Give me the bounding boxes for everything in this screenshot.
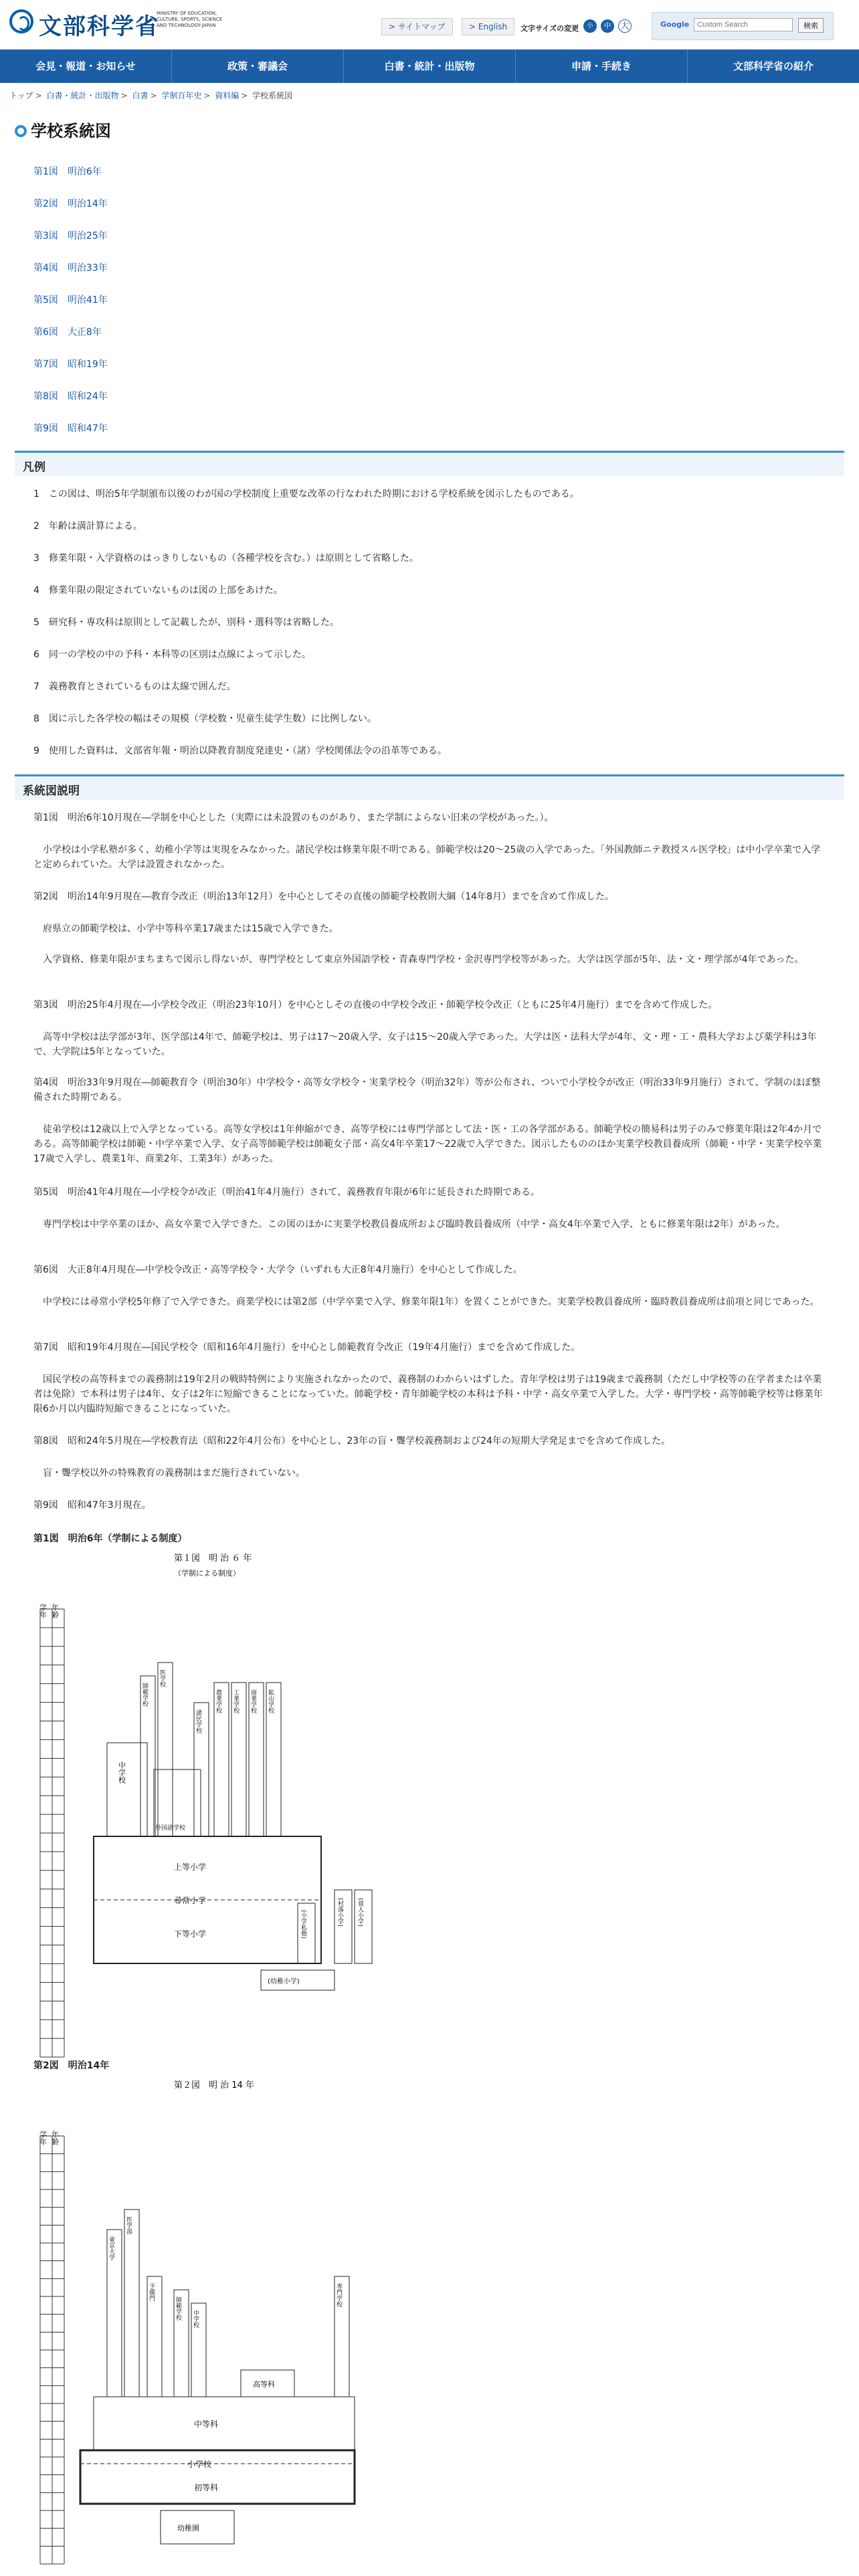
explanation-paragraph: 第8図 昭和24年5月現在―学校教育法（昭和22年4月公布）を中心とし、23年の盲・聾学校義務制および24年の短期大学発足までを含めて作成した。	[33, 1436, 670, 1446]
figure-1-axis-grade: 学年	[38, 1604, 47, 1618]
font-large-button[interactable]: 大	[618, 19, 632, 33]
figure-1-commerce-label: 商業学校	[250, 1689, 256, 1713]
nav-applications[interactable]: 申請・手続き	[516, 49, 688, 83]
figure-2-medical-dept	[124, 2210, 139, 2397]
mext-logo-icon[interactable]	[9, 9, 33, 33]
breadcrumb-history[interactable]: 学制百年史	[161, 91, 202, 100]
global-nav	[0, 49, 859, 83]
legend-item: 2 年齢は満計算による。	[33, 521, 142, 532]
explanation-paragraph: 中学校には尋常小学校5年修了で入学できた。商業学校には第2部（中学卒業で入学、修業年限1年）を置くことができた。実業学校教員養成所・臨時教員養成所は前項と同じであった。	[33, 1297, 820, 1307]
site-logo-text[interactable]: 文部科学省	[39, 13, 159, 40]
figure-2-axis-grade: 学年	[38, 2131, 47, 2145]
explanation-paragraph: 徒弟学校は12歳以上で入学となっている。高等女学校は1年伸縮ができ、高等学校には専門学部として法・医・工の各学部がある。師範学校の簡易科は男子のみで修業年限は2年4か月である。高等師範学校は師範・中学卒業で入学、女子高等師範学校は師範女子部・高女4年卒業17～22歳で入学できた。図示したもののほか実業学校教員養成所（師範・中学・実業学校卒業17歳で入学し、農業1年、商業2年、工業3年）があった。	[33, 1124, 822, 1164]
legend-item: 4 修業年限の限定されていないものは図の上部をあけた。	[33, 585, 283, 596]
legend-item: 8 図に示した各学校の幅はその規模（学校数・児童生徒学生数）に比例しない。	[33, 714, 377, 724]
legend-item: 5 研究科・専攻科は原則として記載したが、別科・選科等は省略した。	[33, 617, 339, 628]
figure-2-medical-dept-label: 医学部	[125, 2216, 132, 2234]
toc-link-fig8[interactable]: 第8図 昭和24年	[33, 391, 108, 402]
figure-2-elementary-block	[80, 2450, 355, 2504]
title-bullet-icon	[15, 125, 27, 137]
toc-link-fig4[interactable]: 第4図 明治33年	[33, 263, 108, 274]
explanation-paragraph: 第4図 明治33年9月現在―師範教育令（明治30年）中学校令・高等女学校令・実業学校令（明治32年）等が公布され、ついで小学校令が改正（明治33年9月施行）されて、学制のほぼ整備された時期である。	[33, 1077, 821, 1103]
figure-1-citizens-school-label: 諸民学校	[195, 1709, 201, 1733]
legend-item: 6 同一の学校の中の予科・本科等の区別は点線によって示した。	[33, 649, 311, 660]
explanation-paragraph: 第5図 明治41年4月現在―小学校令が改正（明治41年4月施行）されて、義務教育年限が6年に延長された時期である。	[33, 1187, 540, 1198]
figure-2-middle-school-label: 中学校	[192, 2310, 199, 2328]
figure-1-lower-elementary: 下等小学	[174, 1929, 207, 1939]
toc-link-fig1[interactable]: 第1図 明治6年	[33, 167, 102, 177]
search-area	[652, 12, 834, 40]
explanation-paragraph: 第6図 大正8年4月現在―中学校令改正・高等学校令・大学令（いずれも大正8年4月施行）を中心として作成した。	[33, 1265, 522, 1275]
nav-publications[interactable]: 白書・統計・出版物	[344, 49, 516, 83]
explanation-paragraph: 国民学校の高等科までの義務制は19年2月の戦時特例により実施されなかったので、義務制のわからいはずした。青年学校は男子は19歳まで義務制（ただし中学校等の在学者または卒業者は免除）で本科は男子は4年、女子は2年に短縮できることになっていた。師範学校・青年師範学校の本科は予科・中学・高女卒業で入学した。大学・専門学校・高等師範学校等は修業年限6か月以内臨時短縮できることになっていた。	[33, 1374, 823, 1414]
figure-2-kindergarten-label: 幼稚園	[177, 2524, 199, 2533]
figure-1-middle-school	[107, 1743, 147, 1836]
figure-2-heading: 第2図 明治14年	[33, 2060, 110, 2071]
figure-2-middle-course	[94, 2397, 355, 2450]
breadcrumb-current: 学校系統図	[252, 91, 293, 100]
breadcrumb-whitepaper[interactable]: 白書	[132, 91, 149, 100]
nav-press[interactable]: 会見・報道・お知らせ	[0, 49, 172, 83]
site-logo-english: MINISTRY OF EDUCATION, CULTURE, SPORTS, SCIENCE AND TECHNOLOGY-JAPAN	[157, 11, 223, 28]
legend-item: 7 義務教育とされているものは太線で囲んだ。	[33, 681, 236, 692]
explanation-paragraph: 専門学校は中学卒業のほか、高女卒業で入学できた。この図のほかに実業学校教員養成所および臨時教員養成所（中学・高女4年卒業で入学、ともに修業年限は2年）があった。	[33, 1219, 785, 1230]
explanation-paragraph: 第9図 昭和47年3月現在。	[33, 1500, 151, 1511]
toc-link-fig7[interactable]: 第7図 昭和19年	[33, 359, 108, 370]
figure-1-age-scale	[40, 1609, 64, 2057]
font-medium-button[interactable]: 中	[601, 19, 614, 33]
figure-1-subtitle: （学制による制度）	[174, 1569, 240, 1578]
sitemap-link[interactable]: > サイトマップ	[381, 18, 453, 35]
site-header	[0, 0, 859, 49]
legend-heading: 凡例	[15, 451, 844, 476]
legend-item: 1 この図は、明治5年学制頒布以後のわが国の学校制度上重要な改革の行なわれた時期における学校系統を図示したものである。	[33, 489, 579, 500]
figure-1-title: 第１図 明 治 ６ 年	[174, 1553, 252, 1564]
figure-1-poor-school-label: (貧人小学)	[357, 1898, 363, 1927]
toc-link-fig9[interactable]: 第9図 昭和47年	[33, 423, 108, 434]
toc-link-fig5[interactable]: 第5図 明治41年	[33, 295, 108, 306]
figure-2-special-school-label: 専門学校	[335, 2283, 342, 2307]
figure-2-prep-school-label: 予備門	[148, 2283, 155, 2301]
toc-link-fig3[interactable]: 第3図 明治25年	[33, 231, 108, 241]
figure-1-industry-label: 工業学校	[232, 1689, 239, 1713]
nav-policy[interactable]: 政策・審議会	[172, 49, 344, 83]
explanation-paragraph: 第3図 明治25年4月現在―小学校令改正（明治23年10月）を中心としその直後の中学校令改正・師範学校令改正（ともに25年4月施行）までを含めて作成した。	[33, 1000, 717, 1010]
figure-1-medical-school	[158, 1662, 173, 1836]
search-input[interactable]	[694, 18, 793, 31]
figure-1-foreign-language-label: 外国語学校	[155, 1825, 186, 1832]
font-small-button[interactable]: 小	[583, 19, 597, 33]
toc-link-fig6[interactable]: 第6図 大正8年	[33, 327, 102, 338]
figure-2-middle-course-label: 中等科	[194, 2420, 219, 2429]
figure-1-kindergarten-label: (幼稚小学)	[268, 1978, 300, 1985]
figure-1-middle-school-label: 中学校	[117, 1761, 126, 1784]
explanation-paragraph: 高等中学校は法学部が3年、医学部は4年で、師範学校は、男子は17～20歳入学、女子は15～20歳入学であった。大学は医・法科大学が4年、文・理・工・農科大学および薬学科は3年で、大学院は5年となっていた。	[33, 1032, 817, 1057]
figure-2-diagram	[40, 2076, 388, 2571]
explanation-paragraph: 第2図 明治14年9月現在―教育令改正（明治13年12月）を中心としてその直後の師範学校教則大綱（14年8月）までを含めて作成した。	[33, 891, 614, 902]
figure-2-normal-school-label: 師範学校	[175, 2296, 181, 2321]
explanation-heading: 系統図説明	[15, 774, 844, 800]
figure-1-ordinary-elementary: 尋常小学	[174, 1896, 207, 1905]
figure-1-heading: 第1図 明治6年（学制による制度）	[33, 1533, 187, 1544]
breadcrumb-top[interactable]: トップ	[9, 91, 33, 100]
nav-about[interactable]: 文部科学省の紹介	[733, 60, 814, 72]
figure-2-title: 第２図 明 治 14 年	[174, 2080, 254, 2090]
figure-2-higher-course-label: 高等科	[253, 2380, 275, 2389]
explanation-paragraph: 第1図 明治6年10月現在―学制を中心とした（実際には未設置のものがあり、また学制によらない旧来の学校があった。）。	[33, 813, 554, 823]
figure-2-elementary-label: 小学校	[187, 2460, 212, 2469]
figure-1-medical-school-label: 医学校	[159, 1669, 165, 1687]
figure-1-axis-age: 年齢	[50, 1604, 60, 1618]
figure-1-private-school-label: (小学私塾)	[300, 1910, 306, 1939]
figure-1-agriculture-label: 農業学校	[215, 1689, 221, 1713]
font-size-label: 文字サイズの変更	[520, 24, 579, 33]
explanation-paragraph: 盲・聾学校以外の特殊教育の義務制はまだ施行されていない。	[33, 1468, 305, 1479]
figure-1-village-school-label: (村落小学)	[337, 1898, 343, 1927]
figure-2-primary-course-label: 初等科	[194, 2483, 219, 2492]
figure-1-mining-label: 鉱山学校	[267, 1689, 274, 1713]
explanation-paragraph: 小学校は小学私塾が多く、幼稚小学等は実現をみなかった。諸民学校は修業年限不明である。師範学校は20～25歳の入学であった。「外国教師ニテ教授スル医学校」は中小学卒業で入学と定められていた。大学は設置されなかった。	[33, 845, 821, 870]
figure-2-axis-age: 年齢	[50, 2131, 60, 2145]
explanation-paragraph: 府県立の師範学校は、小学中等科卒業17歳または15歳で入学できた。	[33, 924, 339, 934]
explanation-paragraph: 第7図 昭和19年4月現在―国民学校令（昭和16年4月施行）を中心とし師範教育令改正（19年4月施行）までを含めて作成した。	[33, 1342, 581, 1353]
explanation-paragraph: 入学資格、修業年限がまちまちで図示し得ないが、専門学校として東京外国語学校・青森専門学校・金沢専門学校等があった。大学は医学部が5年、法・文・理学部が4年であった。	[33, 954, 804, 965]
breadcrumb: トップ > 白書・統計・出版物 > 白書 > 学制百年史 > 資料編 > 学校系統図	[9, 91, 293, 100]
english-link[interactable]: > English	[462, 18, 514, 35]
google-logo: Google	[660, 20, 690, 29]
legend-item: 9 使用した資料は、文部省年報・明治以降教育制度発達史・（諸）学校関係法令の沿革等である。	[33, 746, 447, 756]
search-button[interactable]: 検索	[798, 18, 824, 33]
breadcrumb-materials[interactable]: 資料編	[215, 91, 240, 100]
breadcrumb-publications[interactable]: 白書・統計・出版物	[46, 91, 119, 100]
figure-2-age-scale	[40, 2136, 64, 2564]
figure-2-tokyo-univ-label: 東京大学	[108, 2236, 114, 2260]
page-title: 学校系統図	[15, 118, 111, 141]
figure-1-diagram	[40, 1549, 388, 2064]
figure-1-upper-elementary: 上等小学	[174, 1862, 207, 1872]
figure-1-normal-school-label: 師範学校	[141, 1683, 148, 1707]
legend-item: 3 修業年限・入学資格のはっきりしないもの（各種学校を含む。）は原則として省略した。	[33, 553, 419, 564]
toc-link-fig2[interactable]: 第2図 明治14年	[33, 199, 108, 209]
